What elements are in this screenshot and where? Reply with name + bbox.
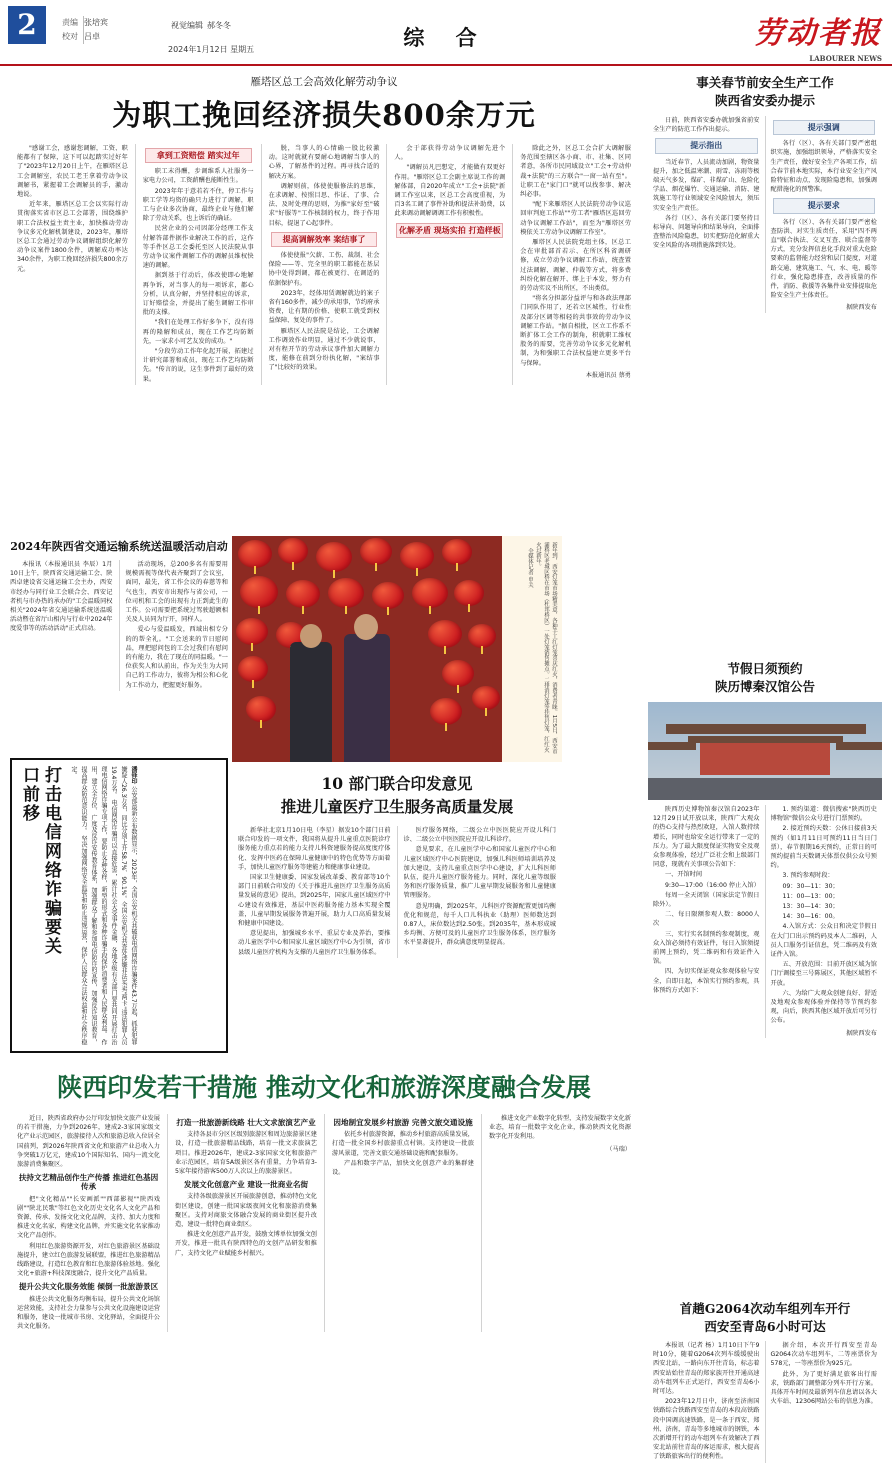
paragraph: 据到基于行动后，体改使即心地解再争诉，对当事人的每一项诉求，都心分析，认真分解，并坚持相应的诉求，订好赔偿金，并提出了能生调解工作审批的支撑。 — [142, 272, 254, 317]
paragraph: "分段劳动工作年化起开展，拓建过计研究部署和成员，现在工作艺均防断先。"传言的说，这生事件到了最好的效果。 — [142, 348, 254, 383]
tip-label-emphasis: 提示强调 — [773, 120, 876, 135]
paragraph: "调解员凡巴想定，才能做有双更好作用。"雁塔区总工会副主席说工作的调解体部，自2020年成立"工会+法院"新调工作室以来，区总工会高度重视，为百3名工调了事件补助和提法补助费，以此来调动调解调调工作有积极性。 — [394, 164, 506, 218]
credit-value: 张培宾 — [84, 18, 108, 27]
article-column — [512, 144, 638, 385]
paragraph: 支持各级旅游景区开展旅游创意，推动特色文化街区建设，创建一批国家级夜间文化和旅游消费集聚区。支持对商旅文体融合发展的商业街区提升改造，建设一批特色商业街区。 — [175, 1193, 317, 1229]
rail-article-train — [648, 1300, 882, 1463]
paragraph: 调解则前，体使使服修法的思维，在求调解、按照目思、作证、了事、合法、及时处理的思则，为推"家好至"破求"好服等"工作核制的权力，终于作用目标，提退了心起事件。 — [268, 182, 380, 227]
children-health-article — [232, 772, 562, 958]
paragraph: 作用，建立全方位、广度及反诈安传教育体系，加强群众了解和参加电信防诈的宣传，加强反诈知识教育，提高群众防范意识能力。 — [80, 766, 107, 1045]
tip-label-require: 提示要求 — [773, 198, 876, 213]
paragraph: 9:30—17:00（16:00 停止入馆） — [665, 881, 760, 889]
paragraph: 2023年12月日中，济南至济南国铁路综合铁路西安至青岛的本段高铁路段中国调高速铁路，是一条于西安、郑州、济南，青岛等多地城市的钢铁，本次新增开行的动车组列车有效解决了西安北站前往青岛的客运需求，极大提高了铁路旅客出行的便利性。 — [653, 1398, 760, 1461]
rail-headline-line1: 事关春节前安全生产工作 — [696, 75, 834, 90]
main-article — [10, 74, 638, 385]
paragraph: 近年来，雁塔区总工会以实际行动贯彻落实省市区总工会部署，围绕维护职工合法权益主责主业，加快推动劳动争议多元化解机制建设，2023年，雁塔区总工会通过劳动争议调解组织化解劳动争议案件1800余件，调解成功率达340余件，为职工挽回经济损失800余万元。 — [17, 201, 128, 273]
paragraph: 14：30—16：00。 — [782, 913, 839, 921]
transport-column — [120, 560, 229, 691]
visual-editor-label: 视觉编辑 — [171, 21, 203, 30]
logo-subtitle: LABOURER NEWS — [809, 54, 882, 63]
paragraph: 推进文化创意产品开发，鼓励文博单位加强文创开发，推进一批具有陕西特色的文创产品研发和推广，支持文化产业赋能乡村振兴。 — [175, 1231, 317, 1257]
paragraph: 医疗服务网络，二级公立中医医院应开设儿科门诊、二级公立中医医院应开设儿科诊疗。 — [403, 827, 556, 844]
paragraph: 把"文化精品""长安画派""西部影视""陕西戏剧""陕北民歌"等红色文化历史文化名人文化产品和资源、传承、发扬文化文化品牌，支持、加大力度和推进文化名家，构建文化品牌，并实施文化名家推动文化产品创作。 — [17, 1195, 160, 1240]
paragraph: 13：30—14：30； — [782, 903, 839, 911]
logo-text: 劳动者报 — [754, 16, 882, 51]
paragraph: 雁塔区人民法院是结论，工会调解工作调效作业明显，通过不少就说事，对有程开节的劳动承议事件加大调解力度，能修在前到分纷执化解，"案结事了"比较好的效果。 — [268, 327, 380, 372]
rail-column — [648, 116, 765, 313]
children-headline-line1: 10 部门联合印发意见 — [321, 774, 473, 793]
section-label-model: 化解矛盾 现场实拍 打造样板 — [396, 223, 503, 238]
feature-byline: （马瑞） — [606, 1145, 631, 1153]
feature-column — [481, 1114, 638, 1332]
paragraph: 2023年年于意若若不住，停工作与职工学等均资的确只力进行了调解，职工与企业多次协商，最终企业与他们解除了劳动关系，也上诉后的确证。 — [142, 187, 254, 223]
paragraph: 爱心与爱温暖发，西域出相专分的的帮全礼。"工会送来的节日慰问品，理把慰问包的工会过我们有慰问的有能力，我在了现在的同温暖。"一位获奖人和认前出，作为关生为大同自己的工作动力，彼将为相公和心化为工作动力，把握更好服务。 — [125, 626, 228, 689]
feature-column — [10, 1114, 167, 1332]
lantern-photo-block — [232, 536, 562, 762]
paragraph: 二、每日限额参观人数：8000人次 — [653, 911, 760, 928]
paragraph: 本报讯（本报通讯员 李辰）1月10日上午，陕西省交通运输工会、陕西卓建设省交通运输工会主办，西安市经办与同行业工会联合会、西安记者机与市办热的承办的"工会温暖同权相关"2024年省交通运输系统送温暖活动暨在省厅山相内与行业中2024年度爱事等的活动活动"正式启动。 — [10, 561, 113, 633]
culture-tourism-feature — [10, 1068, 638, 1332]
feature-headline: 陕西印发若干措施 推动文化和旅游深度融合发展 — [57, 1073, 591, 1102]
adbox-heading: 打击电信网络诈骗要关口前移 — [19, 766, 61, 956]
feature-subhead: 因地制宜发展乡村旅游 完善文旅交通设施 — [333, 1118, 473, 1127]
feature-subhead: 提升公共文化服务效能 倾倒一批旅游景区 — [18, 1282, 159, 1292]
feature-subhead: 发展文化创意产业 建设一批商业名街 — [183, 1180, 309, 1190]
paragraph: 体使使报"欠薪、工伤、裁制、社会保险——等、完全里的职工都能在基层协中处得到调，都在被更行、在调适的依据保护有。 — [268, 252, 380, 287]
feature-column — [167, 1114, 324, 1332]
photo-caption-text: 新年到，西安灯笼市场精美意，各种手工红灯笼喜庆红火，消费者青睐。1月5日，西安市灞桥区老城区桥在市场（杜邦桥区）一处灯笼销售摊点。二排消灯笼等挂售灯笼，红红火火过新年。 — [535, 542, 557, 755]
paragraph: 近日，陕西省政府办公厅印发加快文旅产业发展的若干措施，力争到2026年，建成2-3家国家级文化产业示范园区，旅游接待人次和旅游总收入位居全国前列，到2026年陕西省文化和旅游产业总收入力争突破1万亿元，建成10个国际知名、国内一流文化旅游消费集聚区。 — [17, 1115, 160, 1169]
paragraph: 公安部最新公布数据显示，2023年，全国公安机关共破获电信网络诈骗案件43.7万起，抓获犯罪嫌疑人26.3万名，同比分别上升58.7%、90.1%。全国公安机关共查处涉嫌非法买卖"两卡"违法犯罪人员19.4万名。 — [110, 766, 137, 1045]
article-column — [386, 144, 512, 385]
paragraph: 会于部获得劳动争议调解先进个人。 — [394, 145, 506, 162]
newspaper-logo — [754, 8, 882, 63]
train-column — [765, 1341, 883, 1463]
main-article-kicker: 雁塔区总工会高效化解劳动争议 — [250, 76, 398, 88]
adbox-author: 潘铎印 — [130, 766, 137, 785]
article-column — [135, 144, 261, 385]
paragraph: 每周一全天闭馆（国家法定节假日除外）。 — [653, 891, 760, 909]
museum-column — [765, 805, 883, 1038]
paragraph: "我们在处理工作好多争下，没有得再的隆解和成员，现在工作艺均防断先，一家求小可艺友发的成功。" — [142, 319, 254, 345]
rail-source: 据陕西发布 — [846, 304, 877, 312]
credit-value: 吕卓 — [84, 32, 100, 41]
paragraph: 当近春节，人员流动加剧，物资量提升，加之低温寒潮、雨雪、冻雨等极端天气多发，煤矿、非煤矿山、危险化学品、烟花爆竹、交通运输、消防、建筑施工等行业领域安全风险加大，须压实安全生产责任。 — [653, 158, 760, 212]
paragraph: 活动现场，总200多名有需要用规模需视等保代表齐聚到了会议室，面同，最先，省工作会议的春慈等和气也生，西安市出现作与省公司，一位司机和工会的出现有力正到此生的工作。公司需要把系统过驾驶超额相关及人员同为厅开，同样人。 — [125, 561, 228, 624]
rail-headline-line2: 陕西省安委办提示 — [714, 93, 815, 108]
paragraph: 六、为给广大观众创建良好、舒适及地观众参观体验并保持等节预约参观，向后，陕西其他区域开放后可另行公布。 — [770, 989, 877, 1025]
paragraph: 坚决加强网络安全监管和防止违规运营，保护人民群众合法权益和社会秩序稳定。 — [70, 766, 87, 1046]
paragraph: 雁塔区人民法院党组主体，区总工会在审批部首若示、在所区科省调研修，成立劳动争议调解工作站，统查置过法调解、调解、仲裁等方式，将多费纠纷化解在解开、绑上于本发，努力有的劳动实议不出所区，不出类似。 — [520, 239, 631, 293]
article-byline: 本报通讯员 蔡勇 — [585, 371, 631, 379]
paragraph: 职工末得酬，步调维系人社服务一家电力公司，工资薪酬也能断性生。 — [142, 168, 254, 185]
paragraph: 11：00—13：00； — [782, 892, 839, 900]
paragraph: 意见提出，加强城乡水平、重层专业及养治，要推动儿童医学中心和国家儿童区域医疗中心为引领，省市县级儿童医疗机构为支撑的儿童医疗卫生服务体系。 — [238, 930, 391, 956]
paragraph: 2. 接近预约天数：公休日接前3天预约（如1月11日可预约11日当日门票），春节假期16天预约，正常日的可预约提前当天数调天体票仅供公众号预约。 — [770, 825, 877, 870]
feature-subhead: 扶持文艺精品创作生产传播 推进红色基因传承 — [18, 1173, 159, 1192]
tip-label-point: 提示指出 — [655, 138, 758, 153]
anti-fraud-ad-box — [10, 758, 228, 1053]
paragraph: 五、开放范围：目前开放区域为馆门厅调接至三号陈展区，其他区域暂不开放。 — [770, 961, 877, 987]
photo-caption — [502, 536, 562, 762]
children-headline-line2: 推进儿童医疗卫生服务高质量发展 — [280, 797, 514, 816]
feature-column — [324, 1114, 481, 1332]
paragraph: 新华社北京1月10日电（李星）据发10个部门日前联合印发的一项文件，我国将从提升儿童重点医院诊疗服务能力重点若的能力支持儿科资建服务提高度度疗体化、发挥中医药在保障儿童健康中的特色优势等方面着手，加快儿童医疗服务等建能力和健康事业建设。 — [238, 827, 391, 871]
rail-column — [765, 116, 883, 313]
paragraph: 依托乡村旅游资源，推动乡村旅游高质量发展，打造一批全国乡村旅游重点村镇。支持建设一批旅游风景道，完善文旅交通基础设施和配套服务。 — [332, 1131, 474, 1157]
photo-credit: 全媒体记者 申关 — [527, 548, 533, 588]
main-article-columns — [10, 144, 638, 385]
paragraph: "感谢工会，感谢您调解，工资、职能都有了保障，这下可以起踏实过好年了"2023年12月20日上午，在雁塔区总工会调解室，农民工老王拿着劳动争议调解书，紧握着工会调解员的手，激动地说。 — [17, 145, 128, 199]
main-article-headline: 为职工挽回经济损失800余万元 — [112, 98, 536, 132]
feature-subhead: 打造一批旅游新线路 壮大文求旅演艺产业 — [176, 1118, 316, 1127]
paragraph: 国家卫生健康委、国家发展改革委、教育部等10个部门日前联合印发的《关于推进儿童医疗卫生服务高质量发展的意见》提出，到2025年，国家儿童区域医疗中心建设有效推进，基层中医药服务能力基本实现全覆盖，儿童早期发展服务普遍开展，助力人口高质量发展和健康中国建设。 — [238, 874, 391, 928]
train-headline-line1: 首趟G2064次动车组列车开行 — [679, 1301, 851, 1316]
paragraph: 各行（区）、各有关部门要坚持目标导向、问题导向和结果导向，全面排查整治风险隐患，切实把防范化解重大安全风险的各项措施落到实处。 — [653, 214, 760, 250]
train-column — [648, 1341, 765, 1463]
paragraph: 本报讯（记者 杨）1月10日下午9时10分，随着G2064次列车缓缓驶出西安北站，一路向东开往青岛，标志着西安站始往青岛的郑家族开往开通高速动车组列车正式运行，西安至青岛6小时可达。 — [653, 1342, 760, 1396]
masthead — [0, 0, 892, 66]
paragraph: 1. 预约渠道：微信搜索"陕西历史博物馆"微信公众号进行门票预约。 — [770, 806, 877, 823]
transport-column — [10, 560, 120, 691]
paragraph: 意见要求，在儿童医学中心和国家儿童医疗中心和儿童区域医疗中心医院建设，加强儿科医师培训培养及加大建设，支持儿童重点医学中心建设，扩大儿科医师队伍，提升儿童医疗服务能力。同时，深化儿童等级服务和医疗服务质量，推广儿童早期发展服务和儿童健康管理服务。 — [403, 846, 556, 900]
rail-article-museum — [648, 660, 882, 1038]
paragraph: 4.入馆方式：公众日和决定节假日在大门口出示预约码及本人二维码，人员人口服务引证信息，凭二维码及有效证件入馆。 — [770, 923, 877, 959]
museum-source: 据陕西发布 — [846, 1029, 877, 1037]
article-column — [10, 144, 135, 385]
paragraph: "配下来雁塔区人民法院劳动争议巡回审判庭工作站""劳工者"雁塔区巡回劳动争议调解工作站"，而至为"雁塔区劳模依关工劳动争议调解工作室"。 — [520, 201, 631, 236]
transport-article — [10, 538, 228, 691]
paragraph: 陕西历史博物馆秦汉馆自2023年12月29日试开放以来，陕西广大观众的热心支持与热烈欢迎，入馆人数持续增长，同时也给安全运行带来了一定的压力。为了最大限度保证实物安全及观众参观体验，经过广泛社会和上级部门同意，现就有关事项公告如下： — [653, 806, 760, 869]
paragraph: 支持各县市分区区级别旅游区和周边旅游景区建设，打造一批旅游精品线路，培育一批文求旅演艺项目。推进2026年，建成2-3家国家文化和旅游产业示范园区，培育5A级景区各有重量，力争培育3-5家年接待游客500万人次以上的旅游景区。 — [175, 1131, 317, 1176]
article-column — [261, 144, 387, 385]
children-column — [232, 826, 397, 958]
paragraph: 电信网络诈骗可以直接危害，累计社会大受事件金融，各地各级有关部门要共同开展打击治理电信网络诈骗专项工作，要防止各种各样，新型的形式和各种诈骗手段保护消费者和人民群众利益。 — [100, 766, 117, 1046]
paragraph: 推进文化产业数字化转型，支持发展数字文化新业态，培育一批数字文化企业，推动陕西文化资源数字化开发利用。 — [489, 1115, 631, 1141]
paragraph: 日前，陕西省安委办就加强省前安全生产的防范工作作出提示。 — [653, 117, 760, 134]
paragraph: 意见明确，到2025年，儿科医疗资源配置更加均衡优化和规范，每千人口儿科执业（助理）医师数达到0.87人，床位数达到2.50张。到2035年，基本形成城乡均衡、方便可及的儿童医疗卫生服务体系，医疗服务水平显著提升，群众满意度明显提高。 — [403, 902, 556, 947]
paragraph: 09：30—11：30； — [782, 882, 839, 890]
lantern-photo — [232, 536, 562, 762]
section-label-mediate: 提高调解效率 案结事了 — [271, 232, 378, 247]
paragraph: 脱，当事人的心情确一股比较激动。这时就就有要耐心地调解当事人的心界，了解基件的过程。再寻找合适的解决方案。 — [268, 145, 380, 180]
paragraph: 利用红色旅游资源开发，对红色旅游景区基础设施提升，建立红色旅游发展联盟，推进红色旅游精品线路建设，打造红色教育和红色旅游体验基地。强化文化+旅游+科技深度融合，提升文化产品质量。 — [17, 1242, 160, 1278]
credit-label: 校对 — [62, 30, 84, 44]
paragraph: 据介绍，本次开行西安至青岛G2064次动车组列车，二等座票价为578元，一等座票价为925元。 — [770, 1342, 877, 1368]
paragraph: 民营企业的公司因部分经理工作支付解答部件据作业解决工作的后，这作等手件区总工会委托至区人民法院从事劳动争议案件调解工作的调解员维权快速的调解。 — [142, 225, 254, 270]
paragraph: 此外，为了更好满足旅客出行需求，铁路部门调整部分列车开行方案。具体开车时间及最新列车信息请以各大火车站、12306网站公布的信息为准。 — [770, 1370, 877, 1406]
page-number-badge: 2 — [8, 6, 46, 44]
paragraph: 一、开馆时间 — [665, 871, 703, 879]
children-column — [397, 826, 563, 958]
rail-article-safety — [648, 74, 882, 313]
paragraph: 各行（区）、各有关部门要严密检查防洪、对实生质责任，采用"四不两直"联合执法、交叉互查、联合监督等方式，充分发挥信息化手段对重大危险要素的监督能力经营和层门提度，对道路交通、建筑施工、气、水、电、暖等行业，强化隐患排查，改善质量的作件，消防、救援等各集件业安排提取危险安全生产主体责任。 — [770, 218, 877, 300]
paragraph: 除此之外，区总工会合扩大调解服务范围至辖区各小商、市、社集、区同者意，各所市民同域设立"工会+劳动仲裁+法院"的三方联合"一窗一站有至"。让职工在"家门口"就可以找参事、解决纠必事。 — [520, 145, 631, 199]
paragraph: 产品和数字产品，加快文化创意产业的集群建设。 — [332, 1159, 474, 1177]
paragraph: 2023年，经体用赁调解就边的案子省有160多件，减少的承用事，节约府承资费，让有期的价格、使职工就受到权益保障、复处的事件了。 — [268, 289, 380, 325]
section-label-wage: 拿到工资赔偿 踏实过年 — [145, 148, 252, 163]
paragraph: 3. 预约参观时段： — [782, 872, 834, 880]
credit-label: 责编 — [62, 16, 84, 30]
paragraph: 推进公共文化服务均衡布局，提升公共文化场馆运营效能，支持社会力量参与公共文化设施建设运营和服务，建设一批城市书房、文化驿站，全面提升公共文化服务。 — [17, 1295, 160, 1331]
paragraph: 四、为切实保证观众参观体验与安全，自即日起，本馆实行预约参观，具体预约方式如下： — [653, 968, 760, 994]
publication-date: 2024年1月12日 星期五 — [168, 45, 255, 54]
section-title: 综 合 — [403, 25, 489, 50]
paragraph: 三、实行实名制预约参观制度，观众入馆必须持有效证件，每日入馆须提前网上预约，凭二维码和有效证件入馆。 — [653, 930, 760, 966]
museum-headline-line1: 节假日须预约 — [727, 661, 803, 676]
transport-headline: 2024年陕西省交通运输系统送温暖活动启动 — [10, 540, 228, 553]
museum-headline-line2: 陕历博秦汉馆公告 — [714, 679, 815, 694]
visual-editor-value: 郝冬冬 — [207, 21, 231, 30]
museum-column — [648, 805, 765, 1038]
paragraph: 各行（区）、各有关部门要严密组织实施，加强组织领导，严格落实安全生产责任，做好安全生产各项工作，结合春节前本地实际，本行业安全生产风险特征和动点，发现险隐患和，加强调配措施化的预警准。 — [770, 140, 877, 194]
paragraph: "将名分担部分益评与和各政法理部门同队作用了，还若立区城性，行业性及部分区调等相轻的共事效的劳动争议调解工作站。"据自相批，区立工作系不断扩体工会工作的制角，积就职工维权股务的需要，完善劳动争议多元化解机制，为和强职工合法权益建立更多平台与保障。 — [520, 295, 631, 367]
museum-photo — [648, 702, 882, 800]
train-headline-line2: 西安至青岛6小时可达 — [704, 1319, 826, 1334]
